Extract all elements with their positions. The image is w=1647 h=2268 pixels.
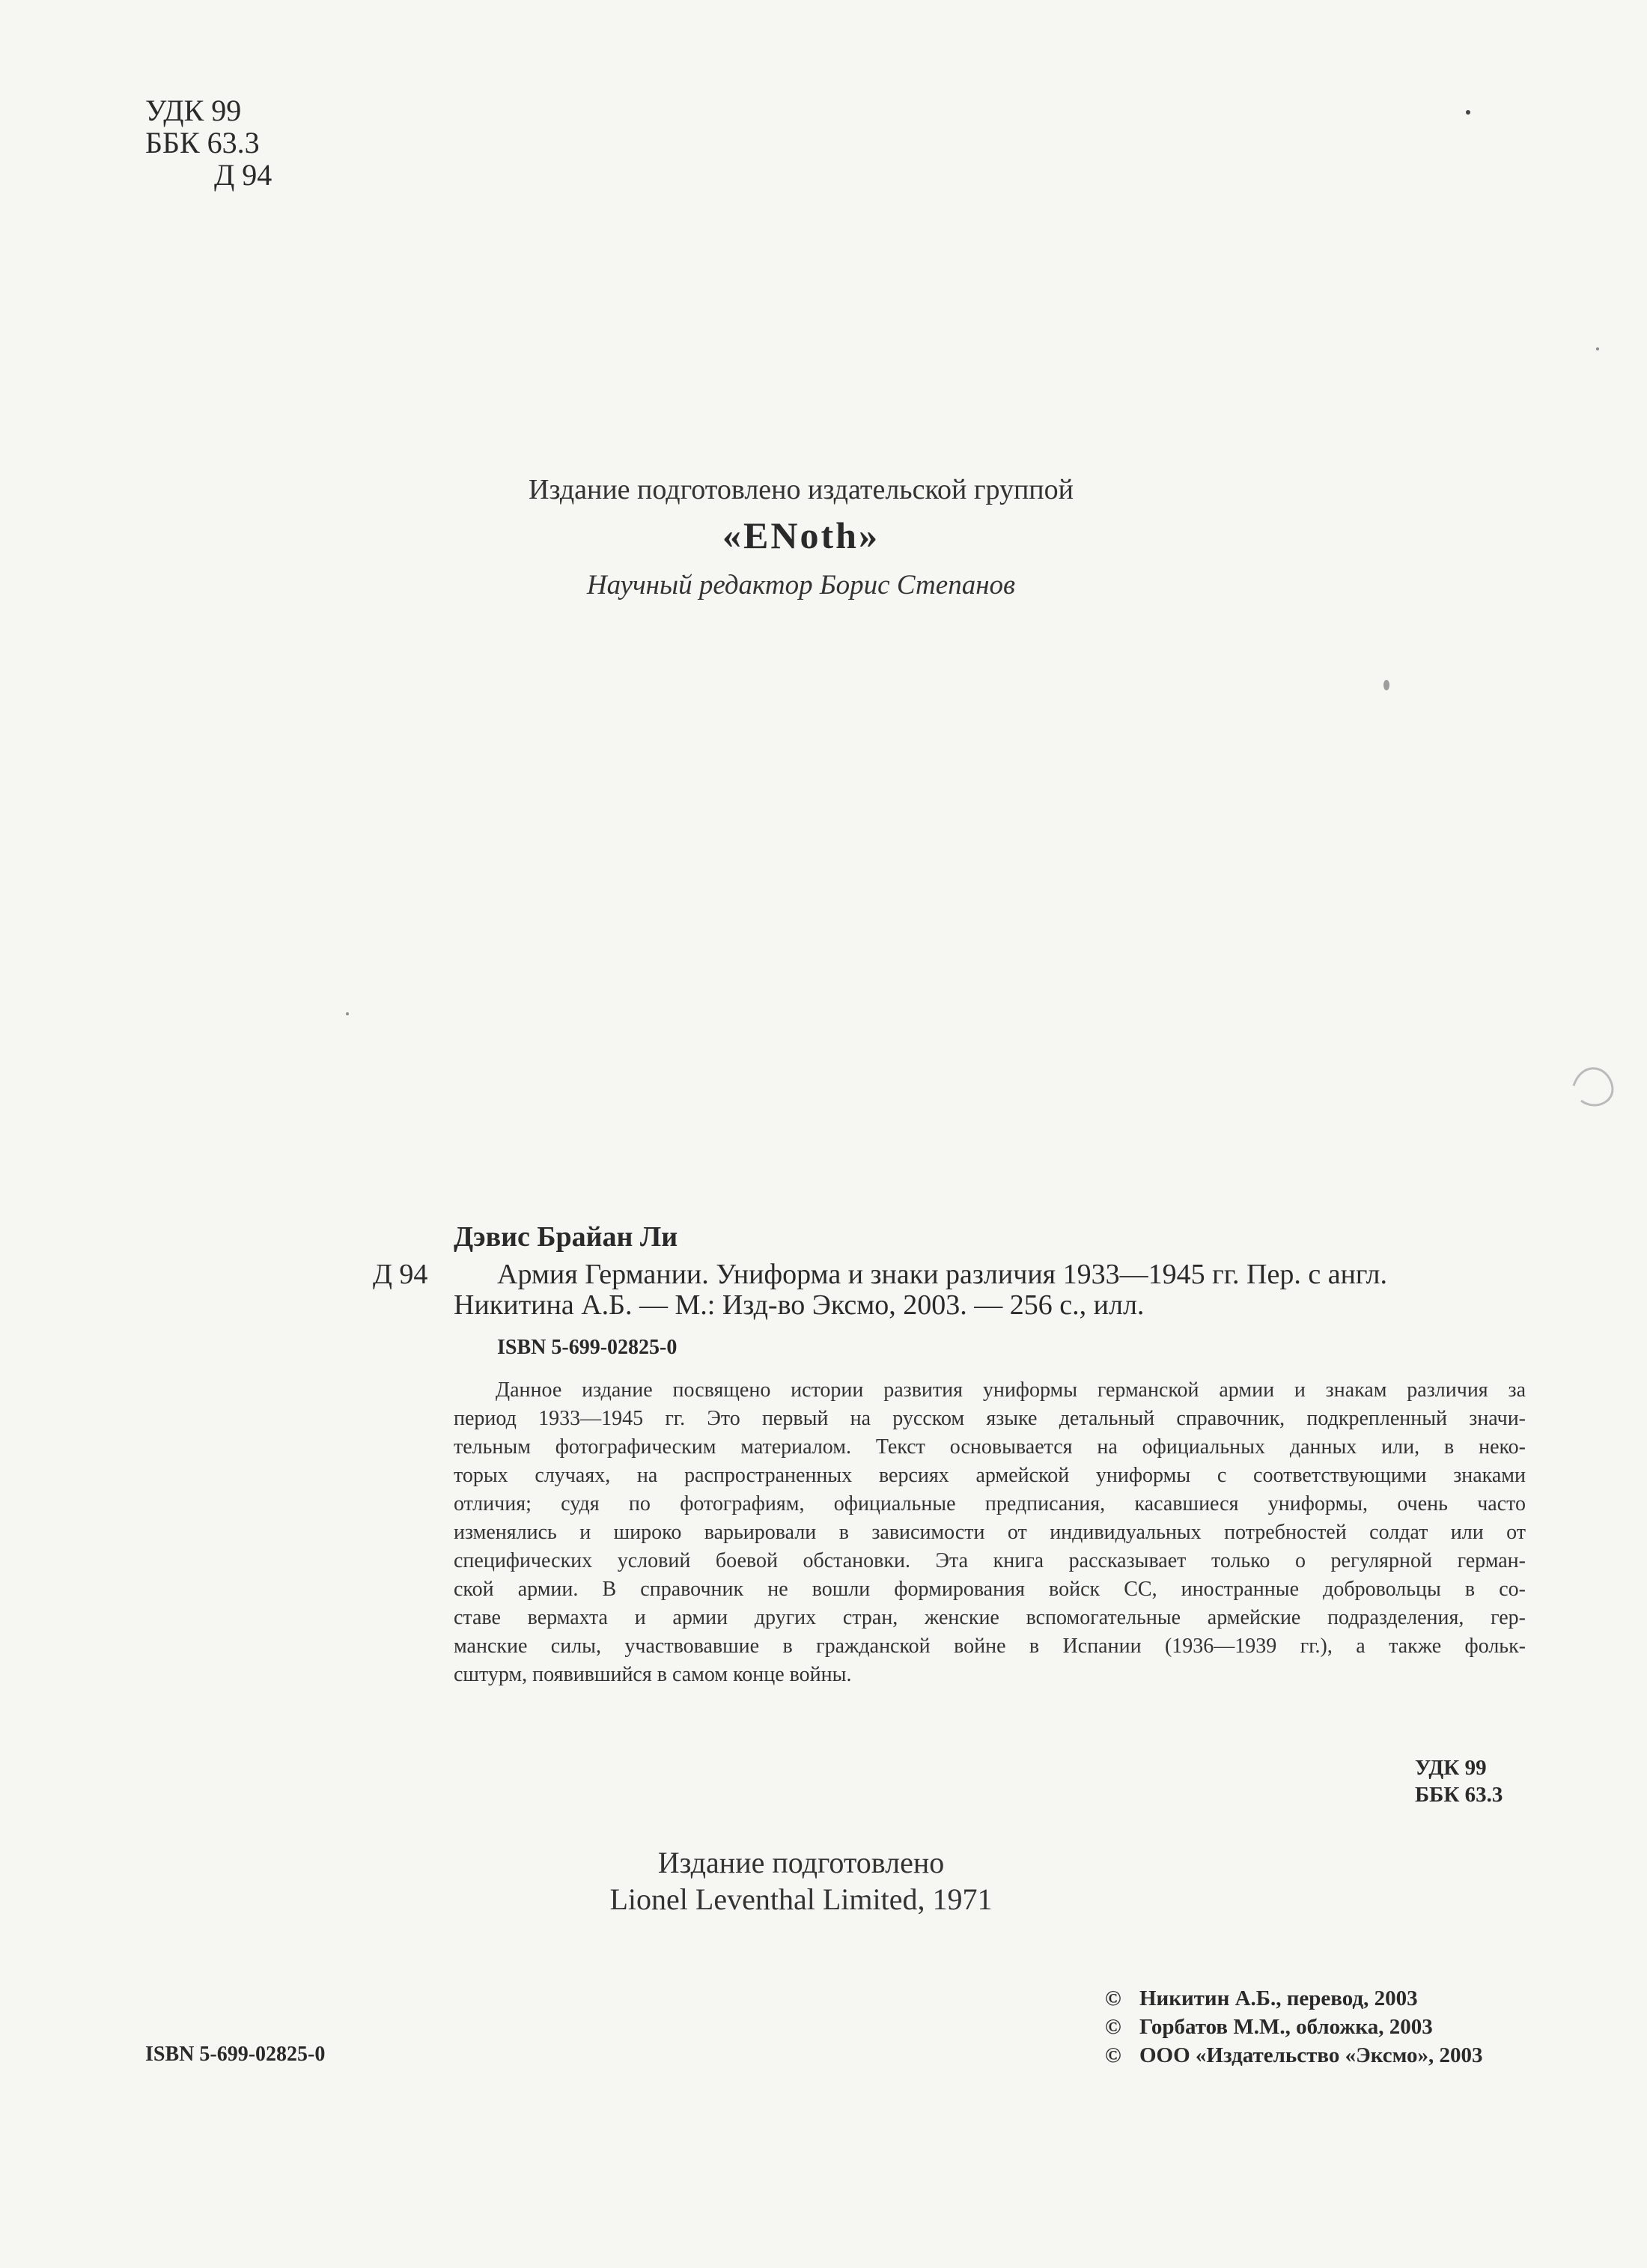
author-code: Д 94 [214, 158, 273, 192]
catalog-bbk: ББК 63.3 [1415, 1783, 1503, 1807]
scientific-editor [0, 569, 1647, 601]
catalog-code: Д 94 [373, 1259, 428, 1290]
catalog-title-line-1: Армия Германии. Униформа и знаки различия 1933—1945 гг. Пер. с англ. [497, 1259, 1388, 1290]
original-edition [0, 1844, 1647, 1918]
classification-block [145, 94, 272, 191]
annotation-line: период 1933—1945 гг. Это первый на русском языке детальный справочник, подкрепленный значи- [454, 1407, 1526, 1430]
copyright-line [1105, 1984, 1482, 2013]
copyright-symbol: © [1105, 2015, 1121, 2039]
catalog-title-line-2: Никитина А.Б. — М.: Изд-во Эксмо, 2003. — 256 с., илл. [454, 1289, 1145, 1321]
annotation-line: торых случаях, на распространенных версиях армейской униформы с соответствующими знаками [454, 1464, 1526, 1487]
annotation-line: отличия; судя по фотографиям, официальные предписания, касавшиеся униформы, очень часто [454, 1492, 1526, 1515]
scan-speck [346, 1012, 349, 1015]
annotation-line: тельным фотографическим материалом. Текст основывается на официальных данных или, в неко- [454, 1435, 1526, 1459]
scan-speck [1596, 347, 1599, 350]
catalog-classification [1415, 1754, 1503, 1808]
annotation-line: манские силы, участвовавшие в гражданской войне в Испании (1936—1939 гг.), а также фольк- [454, 1635, 1526, 1658]
copyright-symbol: © [1105, 2043, 1121, 2067]
copyright-text: ООО «Издательство «Эксмо», 2003 [1139, 2043, 1483, 2067]
catalog-author: Дэвис Брайан Ли [454, 1221, 678, 1253]
annotation-line: изменялись и широко варьировали в зависимости от индивидуальных потребностей солдат или от [454, 1521, 1526, 1544]
copyright-text: Горбатов М.М., обложка, 2003 [1139, 2015, 1433, 2039]
annotation-line: Данное издание посвящено истории развития униформы германской армии и знакам различия за [496, 1378, 1526, 1402]
copyright-text: Никитин А.Б., перевод, 2003 [1139, 1986, 1418, 2010]
original-edition-line-1: Издание подготовлено [657, 1846, 945, 1879]
annotation-line: сштурм, появившийся в самом конце войны. [454, 1663, 852, 1686]
catalog-udk: УДК 99 [1415, 1756, 1487, 1780]
annotation-line: ставе вермахта и армии других стран, женские вспомогательные армейские подразделения, гер- [454, 1606, 1526, 1629]
publisher-group-intro [0, 473, 1647, 506]
annotation-paragraph [454, 1376, 1526, 1689]
scan-mark [1566, 1056, 1626, 1116]
annotation-line: ской армии. В справочник не вошли формирования войск СС, иностранные добровольцы в со- [454, 1578, 1526, 1601]
copyright-block [1105, 1984, 1482, 2070]
copyright-symbol: © [1105, 1986, 1121, 2010]
annotation-line: специфических условий боевой обстановки. Эта книга рассказывает только о регулярной герман- [454, 1549, 1526, 1572]
scientific-editor-text: Научный редактор Борис Степанов [586, 570, 1016, 601]
udk-code: УДК 99 [145, 94, 242, 127]
group-name-text: «ENoth» [722, 514, 880, 556]
bbk-code: ББК 63.3 [145, 126, 260, 159]
original-edition-line-2: Lionel Leventhal Limited, 1971 [609, 1882, 993, 1916]
publisher-group-name [0, 514, 1647, 557]
copyright-line [1105, 2041, 1482, 2070]
scan-speck [1383, 680, 1389, 690]
isbn-bottom: ISBN 5-699-02825-0 [145, 2043, 326, 2066]
catalog-isbn: ISBN 5-699-02825-0 [497, 1336, 678, 1359]
prepared-by-text: Издание подготовлено издательской группой [529, 474, 1074, 505]
copyright-line [1105, 2013, 1482, 2041]
scan-speck [1466, 110, 1470, 115]
